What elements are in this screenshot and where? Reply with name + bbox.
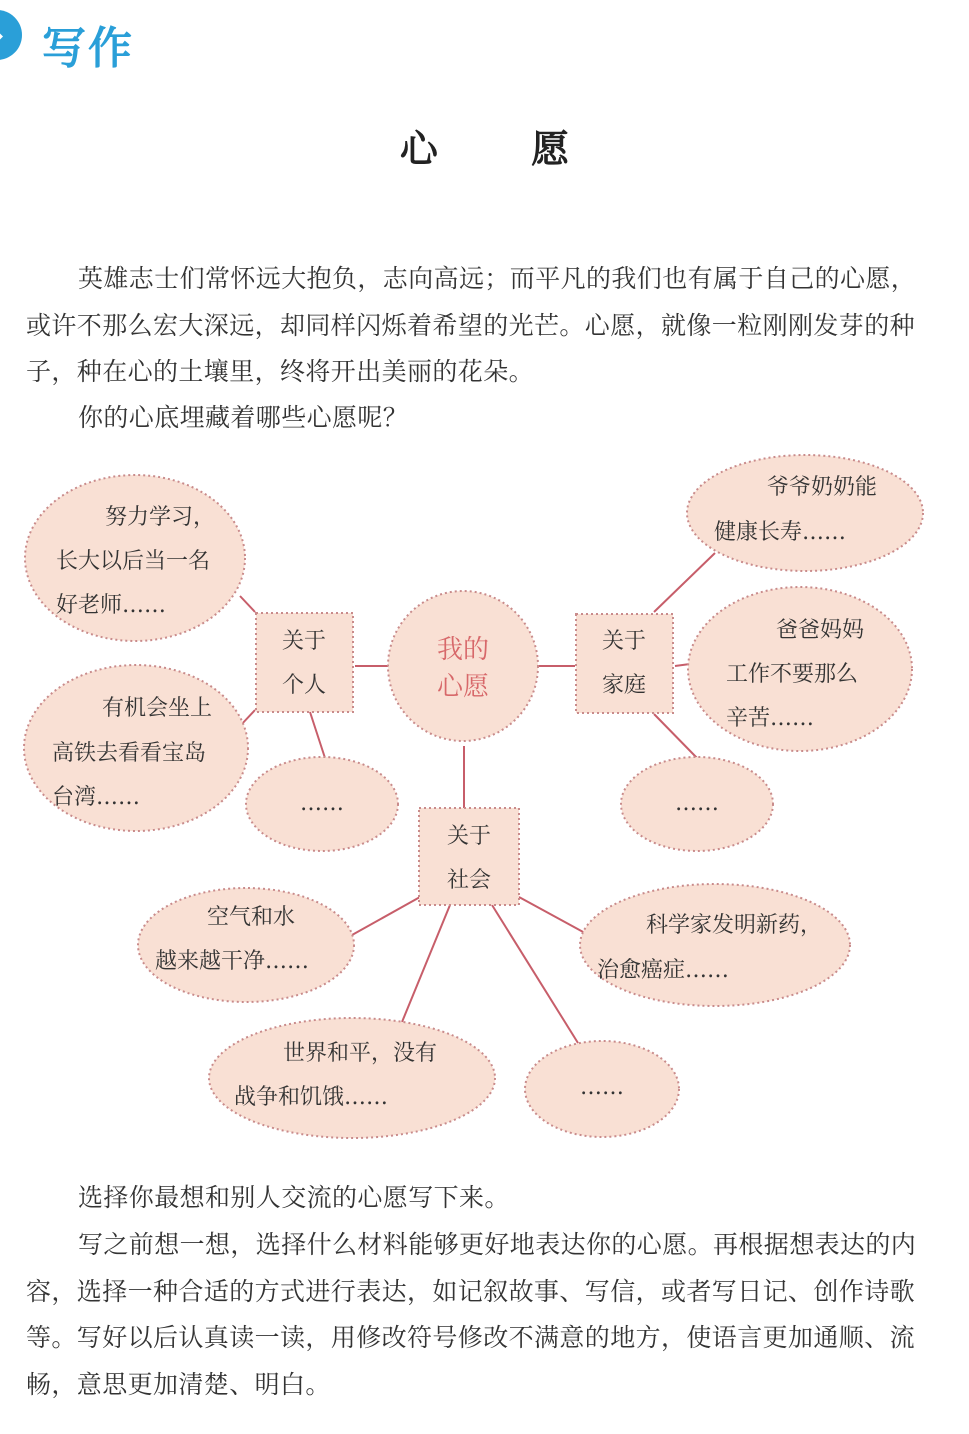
wish-bubble-family-grandparents (687, 455, 923, 571)
wish-bubble-society-medicine (580, 884, 850, 1006)
wish-bubble-personal-taiwan (24, 665, 248, 831)
category-label-line-2: 个人 (281, 673, 327, 698)
wish-bubble-personal-teacher (25, 475, 245, 641)
intro-paragraph: 英雄志士们常怀远大抱负，志向高远；而平凡的我们也有属于自己的心愿，或许不那么宏大深远，却同样闪烁着希望的光芒。心愿，就像一粒刚刚发芽的种子，种在心的土壤里，终将开出美丽的花朵。 (26, 264, 917, 386)
category-label-line-2: 家庭 (601, 673, 647, 698)
wish-text-line: 长大以后当一名 (56, 549, 211, 574)
category-label-line-1: 关于 (601, 629, 647, 654)
intro-question: 你的心底埋藏着哪些心愿呢？ (78, 403, 409, 432)
wish-bubble-family-more (621, 757, 773, 851)
category-box-family (576, 614, 673, 713)
wish-text-line: 有机会坐上 (102, 696, 213, 721)
wish-bubble-society-more (525, 1041, 679, 1137)
wish-bubble-family-parents (688, 587, 912, 751)
center-node (388, 591, 538, 741)
category-label-line-1: 关于 (446, 824, 492, 849)
category-label-line-2: 社会 (446, 868, 492, 893)
wish-text-line: 治愈癌症…… (597, 958, 730, 983)
instruction-paragraph: 写之前想一想，选择什么材料能够更好地表达你的心愿。再根据想表达的内容，选择一种合适的方式进行表达，如记叙故事、写信，或者写日记、创作诗歌等。写好以后认真读一读，用修改符号修改不满意的地方，使语言更加通顺、流畅，意思更加清楚、明白。 (26, 1230, 917, 1399)
category-box-society (419, 808, 519, 905)
wish-text-line: 工作不要那么 (726, 662, 859, 687)
wish-text-line: 好老师…… (56, 593, 167, 618)
wish-text-line: 辛苦…… (726, 706, 815, 731)
category-label-line-1: 关于 (281, 629, 327, 654)
section-label: 写作 (42, 23, 134, 74)
wish-text-line: 努力学习， (105, 505, 216, 530)
wish-text-line: 爸爸妈妈 (776, 618, 865, 643)
wish-bubble-personal-more (246, 757, 398, 851)
ellipsis-text: …… (580, 1075, 624, 1100)
page-title: 心 愿 (399, 126, 610, 171)
wish-text-line: 战争和饥饿…… (234, 1085, 389, 1110)
ellipsis-text: …… (675, 791, 719, 816)
wish-text-line: 科学家发明新药， (646, 913, 823, 938)
wish-text-line: 空气和水 (207, 905, 296, 930)
wish-text-line: 爷爷奶奶能 (767, 475, 878, 500)
category-box-personal (256, 613, 353, 712)
center-label-line-1: 我的 (436, 635, 490, 665)
wish-bubble-society-peace (209, 1018, 495, 1138)
ellipsis-text: …… (300, 791, 344, 816)
instruction-paragraph: 选择你最想和别人交流的心愿写下来。 (78, 1183, 510, 1212)
wish-text-line: 健康长寿…… (714, 520, 847, 545)
wish-bubble-society-environment (138, 888, 354, 1002)
wish-text-line: 越来越干净…… (155, 949, 310, 974)
center-label-line-2: 心愿 (436, 672, 490, 702)
wish-text-line: 台湾…… (52, 785, 141, 810)
wish-text-line: 世界和平，没有 (283, 1041, 438, 1066)
wish-text-line: 高铁去看看宝岛 (52, 741, 207, 766)
